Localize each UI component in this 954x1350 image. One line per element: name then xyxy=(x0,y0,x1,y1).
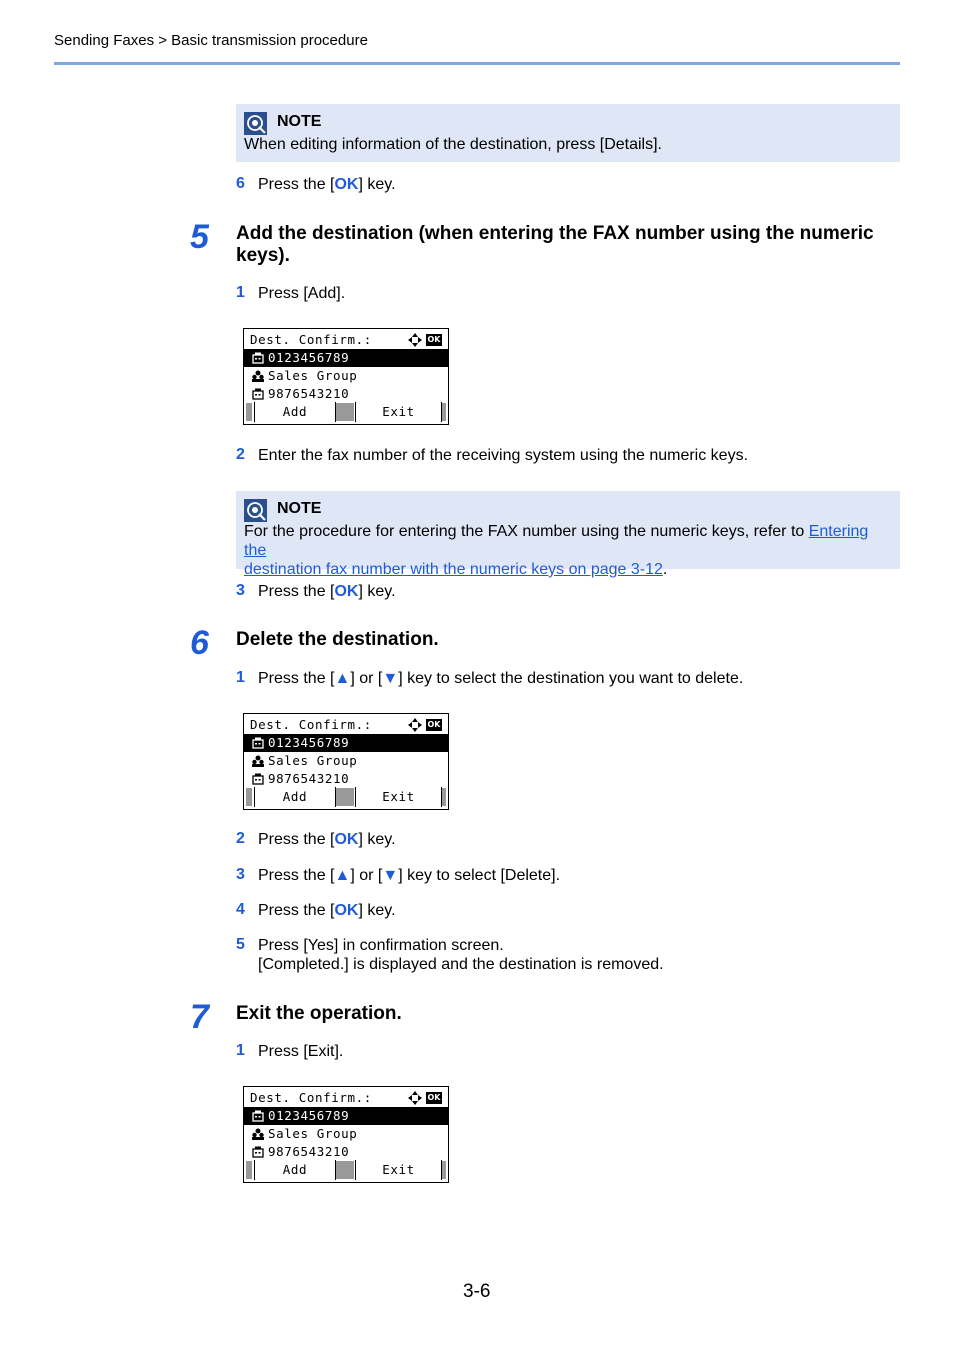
fax-icon xyxy=(252,1110,264,1122)
lcd-destination-row[interactable] xyxy=(244,367,448,385)
group-icon xyxy=(252,1128,264,1140)
ok-key-label: OK xyxy=(334,583,359,600)
note-box xyxy=(236,491,900,578)
step-number: 7 xyxy=(190,998,209,1036)
fax-icon xyxy=(252,737,264,749)
ok-icon: OK xyxy=(427,335,441,344)
substep-number: 2 xyxy=(236,830,245,847)
destination-label: Sales Group xyxy=(268,368,358,383)
lcd-destination-row[interactable] xyxy=(244,1107,448,1125)
substep-number: 3 xyxy=(236,582,245,599)
substep-text: Press [Yes] in confirmation screen. xyxy=(258,937,504,954)
group-icon xyxy=(252,370,264,382)
step-heading: Add the destination (when entering the FAX number using the numeric keys). xyxy=(236,223,874,266)
substep-text: Press [Add]. xyxy=(258,285,346,302)
exit-soft-key[interactable]: Exit xyxy=(355,787,442,807)
substep-number: 2 xyxy=(236,446,245,463)
reference-link[interactable]: destination fax number with the numeric keys on page 3-12 xyxy=(244,561,663,578)
reference-link[interactable]: Entering the xyxy=(244,523,869,559)
substep-number: 1 xyxy=(236,669,245,686)
navigation-arrows-icon xyxy=(408,1091,422,1105)
down-key-icon: ▼ xyxy=(382,670,399,687)
destination-label: 9876543210 xyxy=(268,386,350,401)
lcd-title: Dest. Confirm.: xyxy=(250,332,372,347)
substep-text: Press [Exit]. xyxy=(258,1043,344,1060)
breadcrumb: Sending Faxes > Basic transmission procedure xyxy=(54,32,368,49)
substep-text: [Completed.] is displayed and the destination is removed. xyxy=(258,956,664,973)
destination-label: 0123456789 xyxy=(268,350,350,365)
step-heading: Delete the destination. xyxy=(236,629,439,650)
substep-number: 4 xyxy=(236,901,245,918)
step-number: 6 xyxy=(190,624,209,662)
substep-number: 1 xyxy=(236,284,245,301)
add-soft-key[interactable]: Add xyxy=(254,787,336,807)
navigation-arrows-icon xyxy=(408,718,422,732)
substep-number: 6 xyxy=(236,175,245,192)
note-icon xyxy=(244,112,267,135)
ok-key-label: OK xyxy=(334,902,359,919)
up-key-icon: ▲ xyxy=(334,670,351,687)
destination-label: 0123456789 xyxy=(268,735,350,750)
lcd-screen xyxy=(243,328,449,425)
add-soft-key[interactable]: Add xyxy=(254,1160,336,1180)
fax-icon xyxy=(252,773,264,785)
header-divider xyxy=(54,62,900,65)
lcd-destination-row[interactable] xyxy=(244,752,448,770)
up-key-icon: ▲ xyxy=(334,867,351,884)
lcd-title: Dest. Confirm.: xyxy=(250,1090,372,1105)
lcd-screen xyxy=(243,713,449,810)
lcd-screen xyxy=(243,1086,449,1183)
exit-soft-key[interactable]: Exit xyxy=(355,402,442,422)
add-soft-key[interactable]: Add xyxy=(254,402,336,422)
group-icon xyxy=(252,755,264,767)
fax-icon xyxy=(252,352,264,364)
lcd-destination-row[interactable] xyxy=(244,349,448,367)
destination-label: 9876543210 xyxy=(268,1144,350,1159)
ok-icon: OK xyxy=(427,1093,441,1102)
lcd-destination-row[interactable] xyxy=(244,1125,448,1143)
lcd-title: Dest. Confirm.: xyxy=(250,717,372,732)
substep-number: 3 xyxy=(236,866,245,883)
down-key-icon: ▼ xyxy=(382,867,399,884)
note-box xyxy=(236,104,900,162)
substep-text: Enter the fax number of the receiving system using the numeric keys. xyxy=(258,447,749,464)
note-text: When editing information of the destination, press [Details]. xyxy=(244,136,662,153)
lcd-destination-row[interactable] xyxy=(244,734,448,752)
fax-icon xyxy=(252,1146,264,1158)
destination-label: 9876543210 xyxy=(268,771,350,786)
exit-soft-key[interactable]: Exit xyxy=(355,1160,442,1180)
destination-label: 0123456789 xyxy=(268,1108,350,1123)
ok-key-label: OK xyxy=(334,831,359,848)
step-heading: Exit the operation. xyxy=(236,1003,402,1024)
destination-label: Sales Group xyxy=(268,1126,358,1141)
page-number: 3-6 xyxy=(463,1281,491,1302)
note-title: NOTE xyxy=(277,500,322,517)
substep-number: 1 xyxy=(236,1042,245,1059)
note-title: NOTE xyxy=(277,113,322,130)
fax-icon xyxy=(252,388,264,400)
navigation-arrows-icon xyxy=(408,333,422,347)
note-icon xyxy=(244,499,267,522)
ok-icon: OK xyxy=(427,720,441,729)
substep-number: 5 xyxy=(236,936,245,953)
note-text: For the procedure for entering the FAX number using the numeric keys, refer to Entering the destination fax number with the numeric keys on page 3-12. xyxy=(244,523,869,578)
ok-key-label: OK xyxy=(334,176,359,193)
destination-label: Sales Group xyxy=(268,753,358,768)
step-number: 5 xyxy=(190,218,209,256)
